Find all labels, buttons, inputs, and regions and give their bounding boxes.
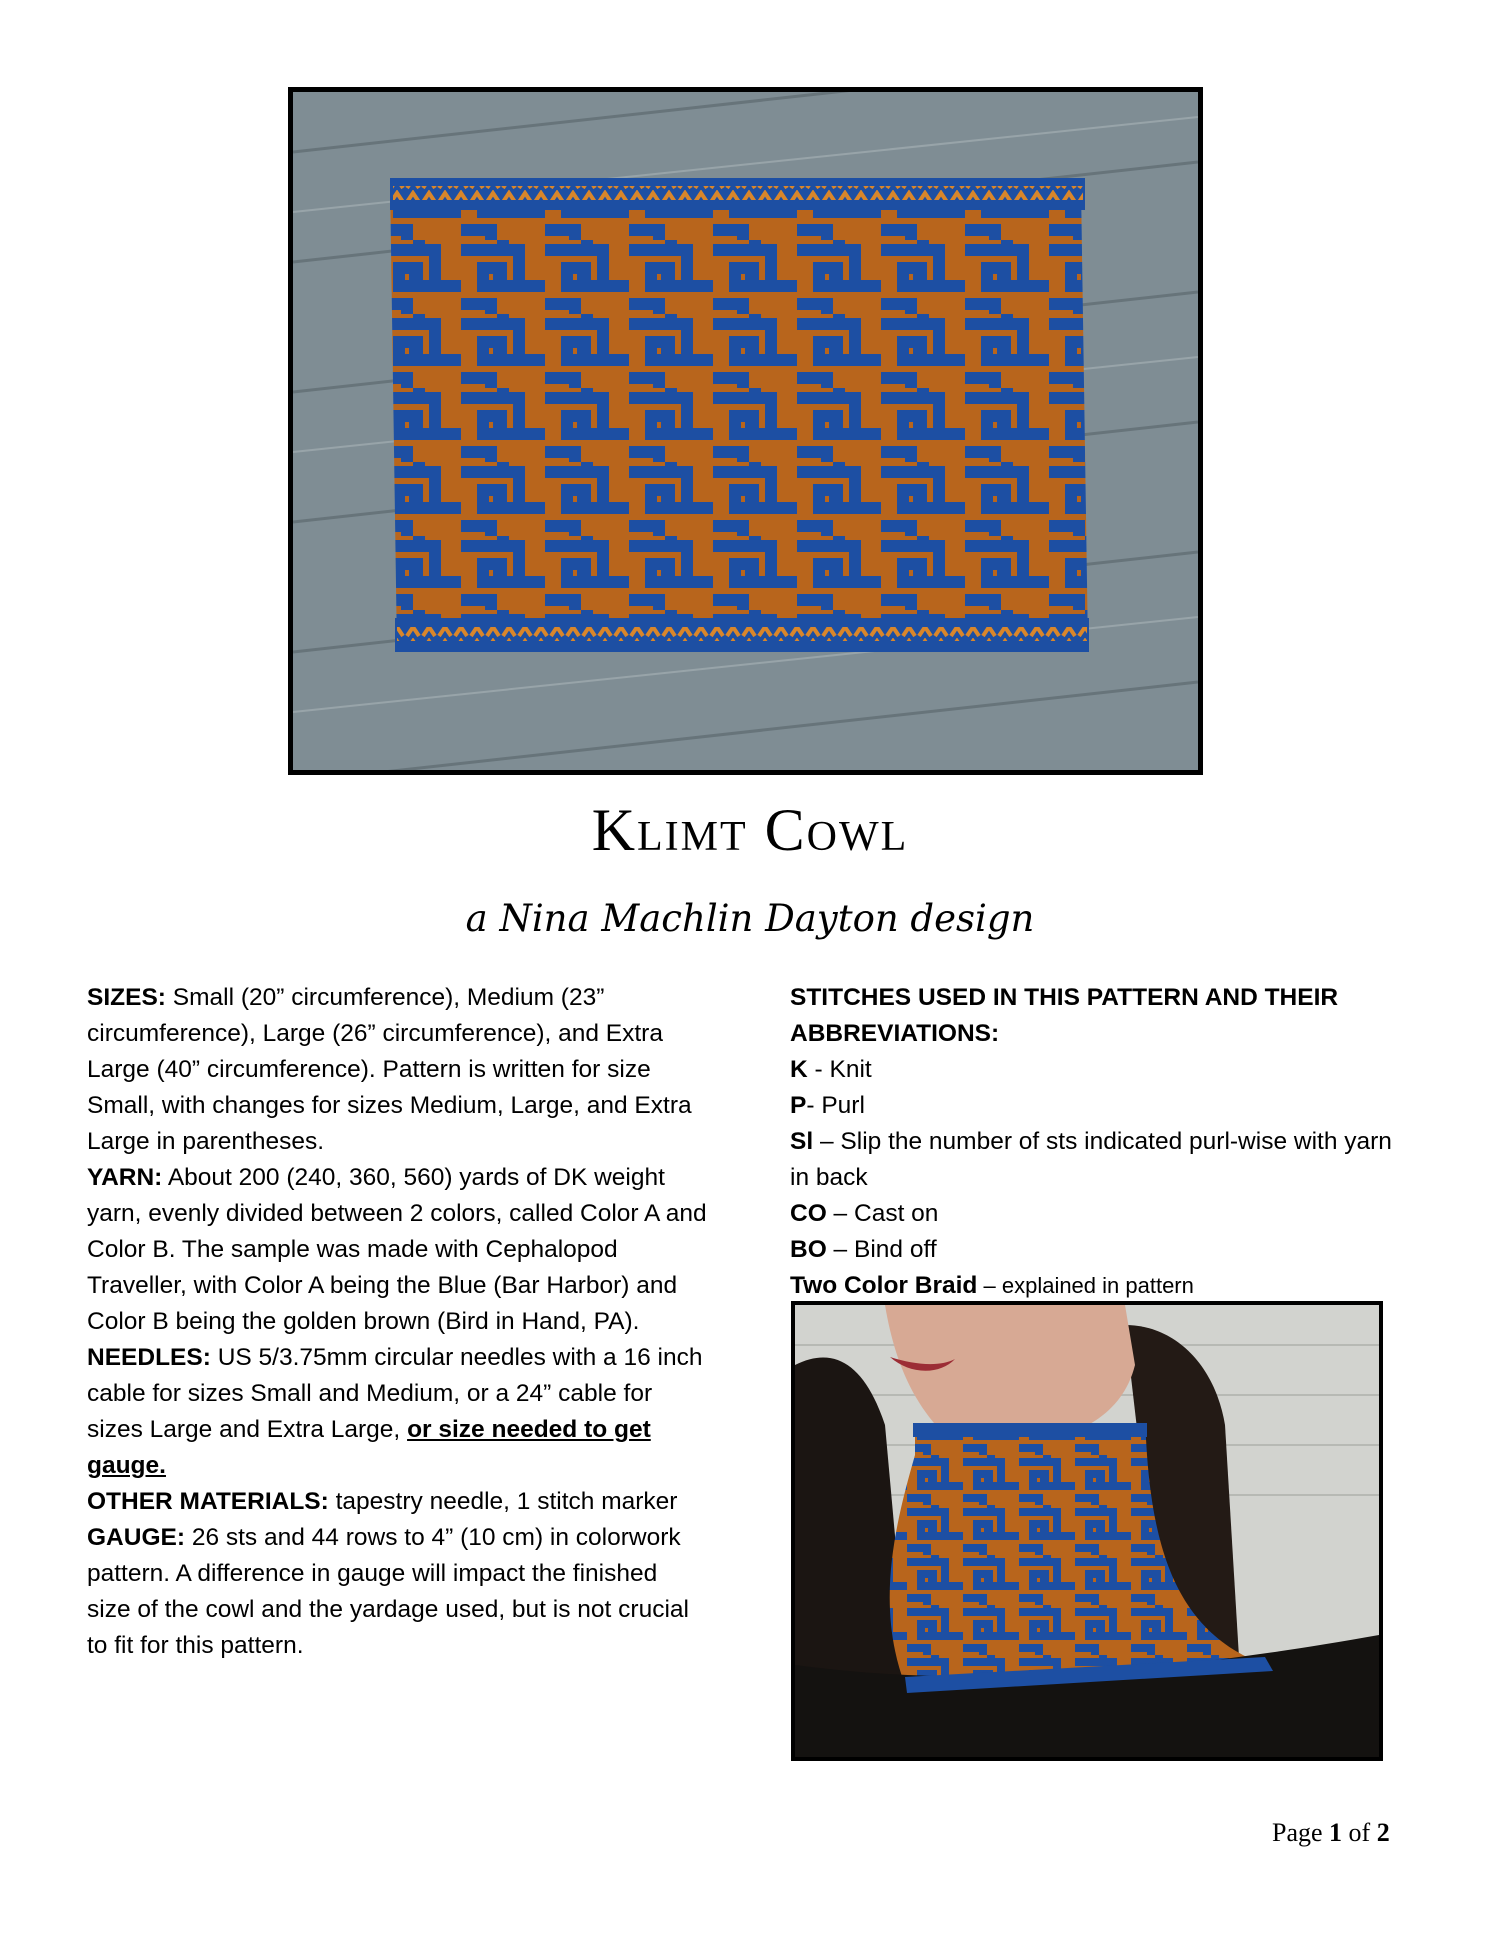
stitch-desc: Knit [829,1056,872,1083]
gauge-section [87,1520,707,1664]
needles-label: NEEDLES: [87,1344,211,1371]
yarn-label: YARN: [87,1164,163,1191]
page-current: 1 [1329,1818,1343,1847]
other-materials-section [87,1484,707,1520]
cowl-worn-illustration [795,1305,1379,1757]
gauge-emphasis: or size needed to get gauge. [87,1416,651,1479]
stitch-desc: Purl [821,1092,865,1119]
stitches-column [790,980,1410,1304]
stitch-separator: – [826,1200,854,1227]
stitch-desc: Slip the number of sts indicated purl-wise with yarn in back [790,1128,1392,1191]
needles-text: US 5/3.75mm circular needles with a 16 inch cable for sizes Small and Medium, or a 24” cable for sizes Large and Extra Large, [87,1344,703,1443]
needles-section [87,1340,707,1484]
page-number [1272,1818,1390,1848]
stitch-item [790,1052,1410,1088]
yarn-text: About 200 (240, 360, 560) yards of DK weight yarn, evenly divided between 2 colors, called Color A and Color B. The sample was made with Cephalopod Traveller, with Color A being the Blue (Bar Harbor) and Color B being the golden brown (Bird in Hand, PA). [87,1164,707,1335]
page-prefix: Page [1272,1818,1330,1847]
stitches-heading: STITCHES USED IN THIS PATTERN AND THEIR ABBREVIATIONS: [790,984,1339,1047]
stitch-abbr: K [790,1056,808,1083]
sizes-label: SIZES: [87,984,166,1011]
other-materials-text: tapestry needle, 1 stitch marker [335,1488,678,1515]
stitch-desc: Cast on [854,1200,939,1227]
page-of: of [1342,1818,1377,1847]
stitch-separator: – [813,1128,841,1155]
gauge-label: GAUGE: [87,1524,185,1551]
other-materials-label: OTHER MATERIALS: [87,1488,329,1515]
stitch-item [790,1268,1410,1304]
stitch-separator: – [826,1236,854,1263]
stitch-separator: – [977,1273,1002,1298]
stitch-desc: explained in pattern [1001,1273,1194,1298]
stitch-item [790,1124,1410,1196]
stitch-separator: - [807,1056,830,1083]
stitch-abbr: Two Color Braid [790,1272,978,1299]
stitch-item [790,1196,1410,1232]
stitch-desc: Bind off [854,1236,937,1263]
stitch-item [790,1088,1410,1124]
page-total: 2 [1376,1818,1390,1847]
stitch-abbr: BO [790,1236,827,1263]
cowl-flat-photo [288,87,1203,775]
stitch-abbr: P [790,1092,807,1119]
sizes-section [87,980,707,1160]
gauge-text: 26 sts and 44 rows to 4” (10 cm) in colorwork pattern. A difference in gauge will impact the finished size of the cowl and the yardage used, but is not crucial to fit for this pattern. [87,1524,689,1659]
materials-column [87,980,707,1664]
stitch-abbr: Sl [790,1128,814,1155]
stitch-item [790,1232,1410,1268]
cowl-flat-illustration [293,92,1198,770]
designer-byline: a Nina Machlin Dayton design [465,897,1035,940]
yarn-section [87,1160,707,1340]
pattern-title: Klimt Cowl [591,797,909,863]
sizes-text: Small (20” circumference), Medium (23” circumference), Large (26” circumference), and Extra Large (40” circumference). Pattern is written for size Small, with changes for sizes Medium, Large, and Extra Large in parentheses. [87,984,692,1155]
cowl-worn-photo [791,1301,1383,1761]
stitch-abbr: CO [790,1200,827,1227]
stitch-separator: - [806,1092,822,1119]
